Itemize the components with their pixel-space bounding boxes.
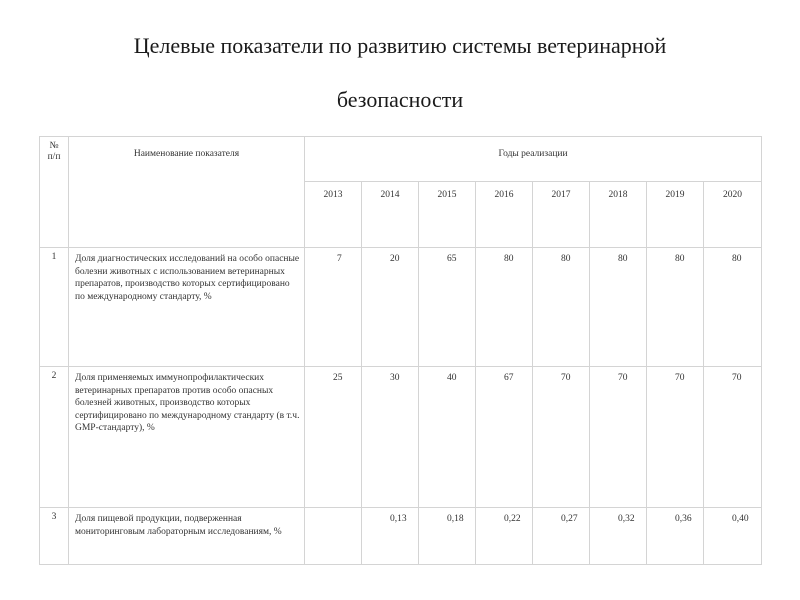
number-column-header (40, 137, 69, 248)
indicator-value: 80 (590, 248, 647, 367)
indicator-value: 70 (704, 367, 762, 508)
indicators-table (39, 136, 762, 565)
indicator-value: 20 (362, 248, 419, 367)
row-number: 2 (40, 367, 69, 508)
indicator-value: 80 (647, 248, 704, 367)
row-number: 3 (40, 508, 69, 565)
year-header: 2015 (419, 182, 476, 248)
indicator-value: 65 (419, 248, 476, 367)
year-header: 2019 (647, 182, 704, 248)
table-row (40, 367, 762, 508)
indicator-value: 0,13 (362, 508, 419, 565)
year-header: 2017 (533, 182, 590, 248)
indicator-name-column-header: Наименование показателя (69, 137, 305, 248)
indicator-name: Доля пищевой продукции, подверженная мониторинговым лабораторным исследованиям, % (69, 508, 305, 565)
indicator-value: 0,32 (590, 508, 647, 565)
indicator-value: 0,36 (647, 508, 704, 565)
number-header-symbol: № (49, 141, 59, 151)
year-header: 2016 (476, 182, 533, 248)
indicator-value: 25 (305, 367, 362, 508)
indicator-value: 70 (533, 367, 590, 508)
page-title-line-1: Целевые показатели по развитию системы ветеринарной (133, 33, 667, 58)
year-header: 2014 (362, 182, 419, 248)
indicator-name: Доля применяемых иммунопрофилактических ветеринарных препаратов против особо опасных болезней животных, производство которых сертифицировано по международному стандарту (в т.ч. GMP-стандарту), % (69, 367, 305, 508)
indicator-value: 40 (419, 367, 476, 508)
header-row (40, 137, 762, 182)
indicator-value: 70 (647, 367, 704, 508)
indicator-value: 80 (533, 248, 590, 367)
years-group-header: Годы реализации (305, 137, 762, 182)
page-title-line-2: безопасности (336, 87, 464, 112)
indicator-value: 0,40 (704, 508, 762, 565)
indicator-value: 80 (476, 248, 533, 367)
row-number: 1 (40, 248, 69, 367)
indicator-value: 30 (362, 367, 419, 508)
table-row (40, 248, 762, 367)
indicator-value: 0,27 (533, 508, 590, 565)
indicator-value: 80 (704, 248, 762, 367)
indicator-value: 7 (305, 248, 362, 367)
year-header: 2020 (704, 182, 762, 248)
indicator-name: Доля диагностических исследований на особо опасные болезни животных с использованием ветеринарных препаратов, производство которых сертифицировано по международному стандарту, % (69, 248, 305, 367)
indicator-value: 70 (590, 367, 647, 508)
year-header: 2018 (590, 182, 647, 248)
indicator-value: 67 (476, 367, 533, 508)
indicator-value (305, 508, 362, 565)
indicator-value: 0,18 (419, 508, 476, 565)
table-row (40, 508, 762, 565)
number-header-abbrev: п/п (47, 152, 61, 162)
indicator-value: 0,22 (476, 508, 533, 565)
year-header: 2013 (305, 182, 362, 248)
